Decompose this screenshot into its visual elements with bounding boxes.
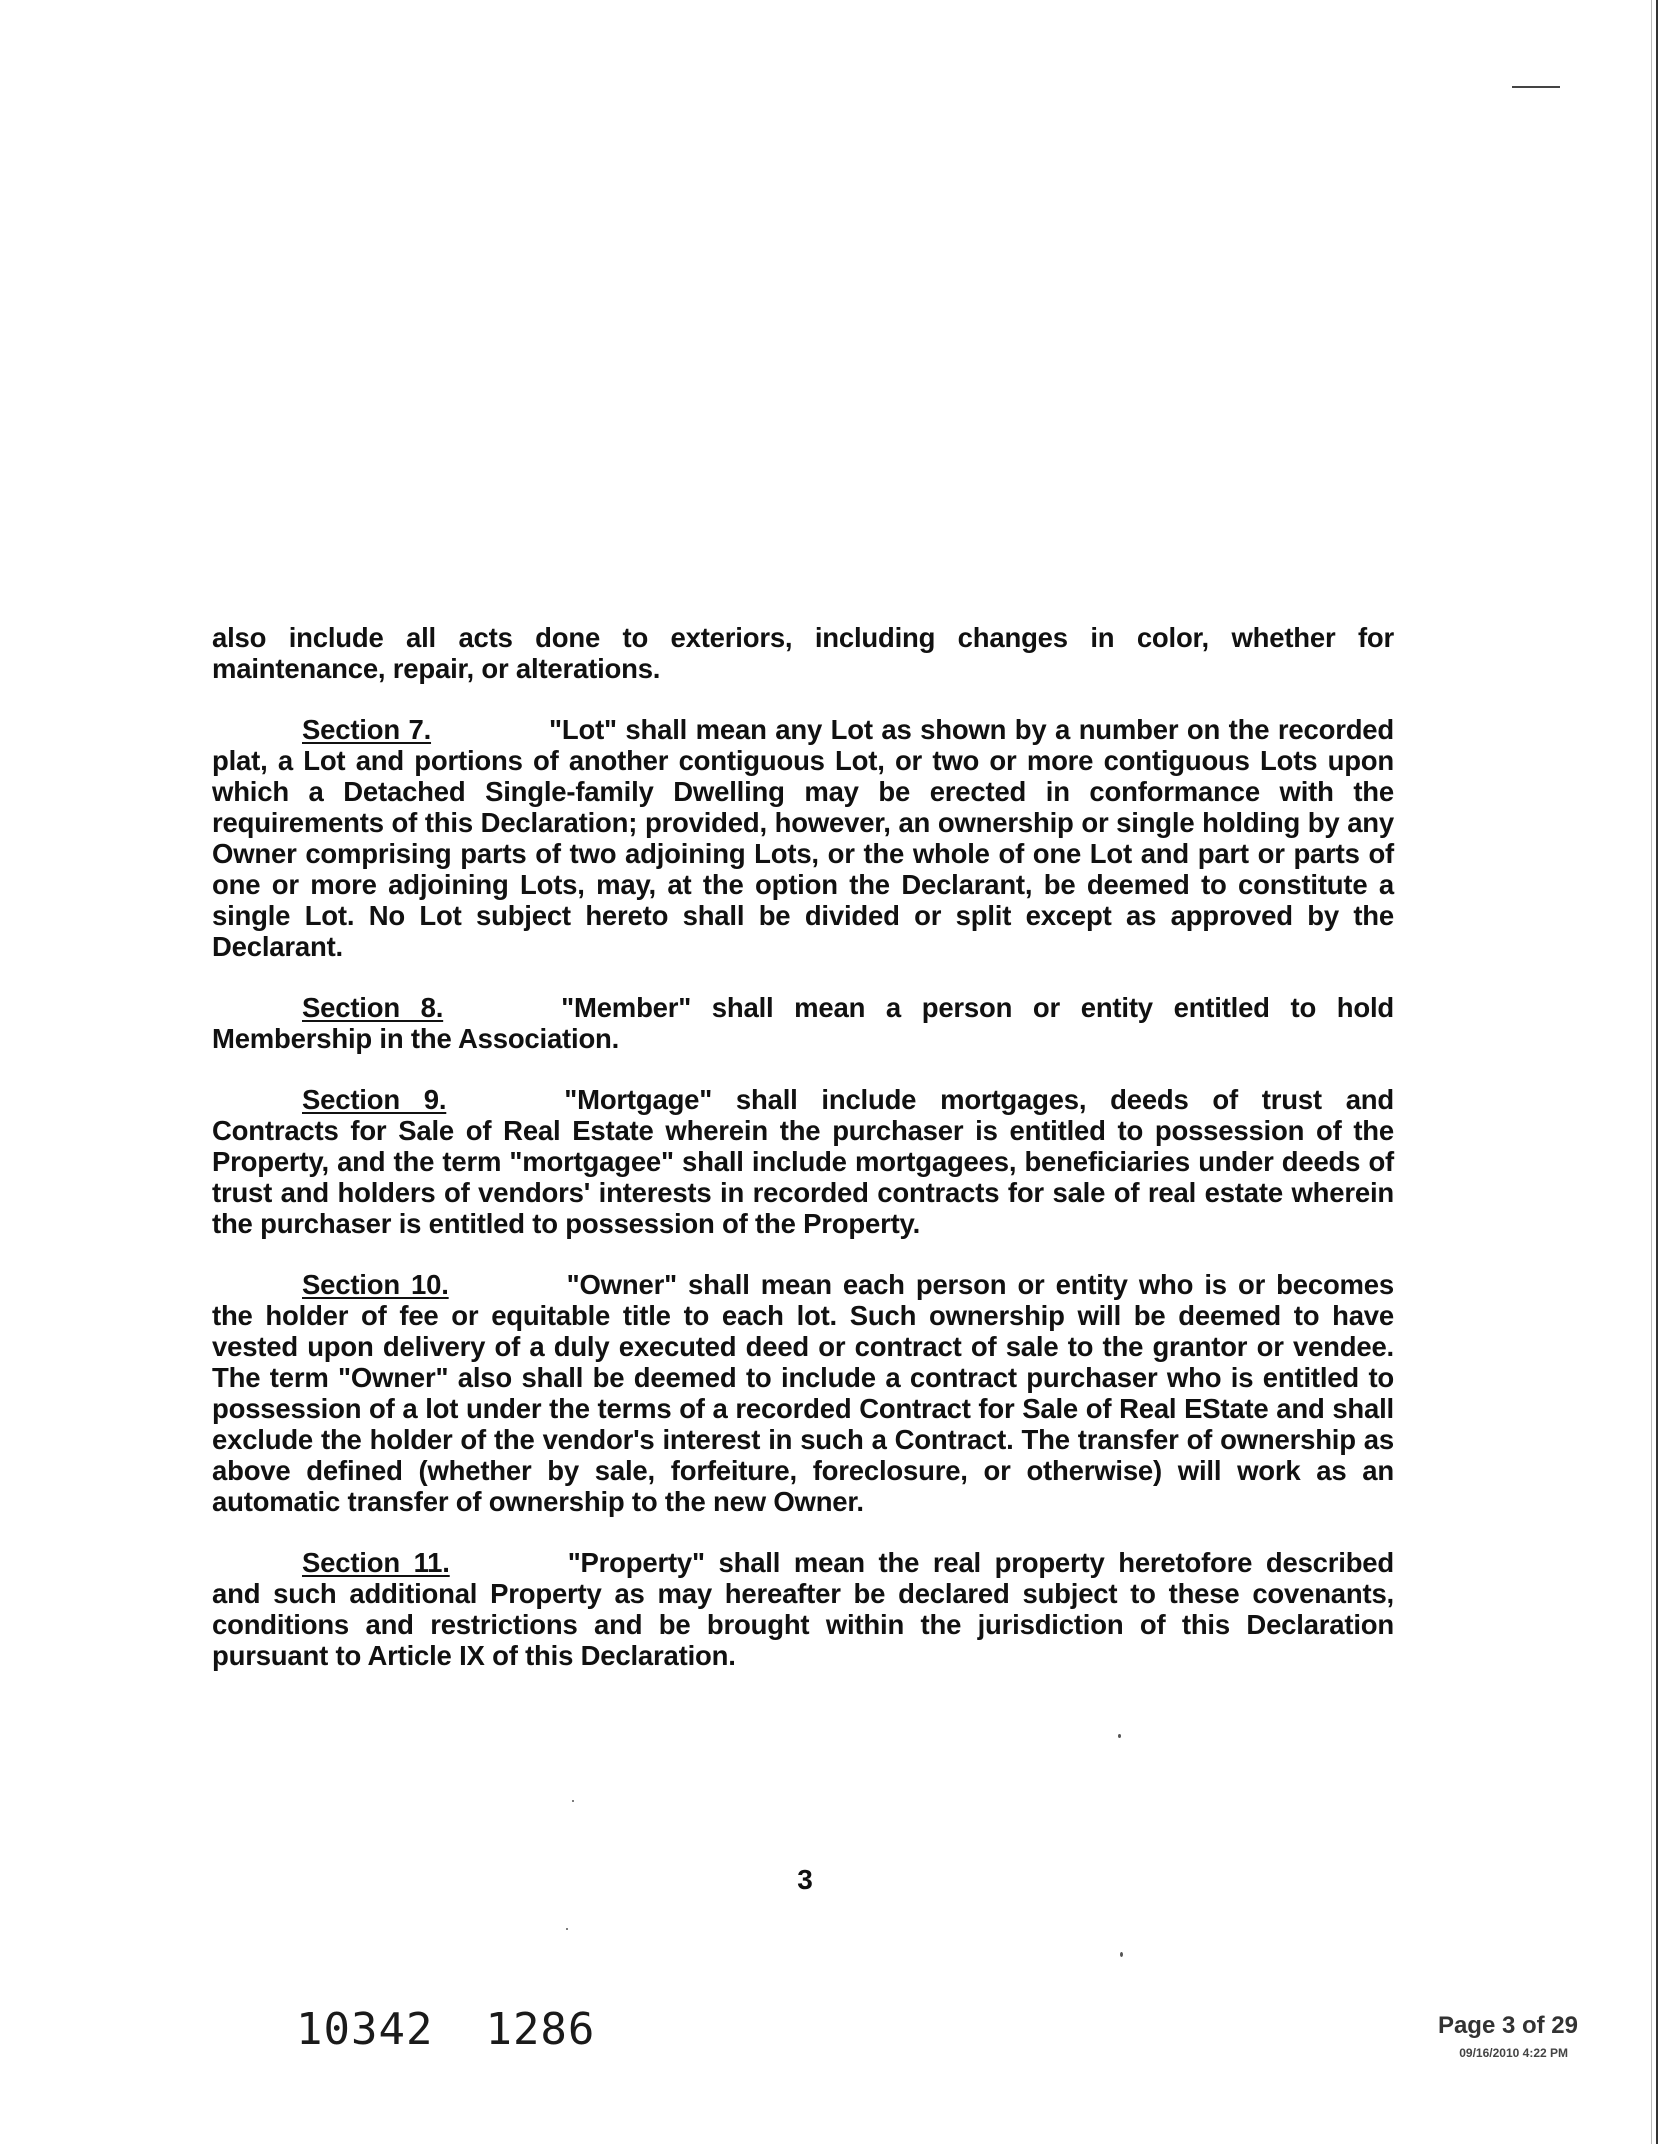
paragraph-section-10 <box>212 1269 1394 1517</box>
book-page-number: 1286 <box>485 2004 596 2055</box>
paragraph-text: "Owner" shall mean each person or entity who is or becomes the holder of fee or equitable title to each lot. Such ownership will be deemed to have vested upon delivery of a duly executed deed or contract of sale to the grantor or vendee. The term "Owner" also shall be deemed to include a contract purchaser who is entitled to possession of a lot under the terms of a recorded Contract for Sale of Real EState and shall exclude the holder of the vendor's interest in such a Contract. The transfer of ownership as above defined (whether by sale, forfeiture, foreclosure, or otherwise) will work as an automatic transfer of ownership to the new Owner. <box>212 1269 1394 1517</box>
page-number: 3 <box>797 1864 813 1895</box>
body-text <box>212 622 1394 1701</box>
paragraph-text: "Mortgage" shall include mortgages, deeds of trust and Contracts for Sale of Real Estate wherein the purchaser is entitled to possession of the Property, and the term "mortgagee" shall include mortgagees, beneficiaries under deeds of trust and holders of vendors' interests in recorded contracts for sale of real estate wherein the purchaser is entitled to possession of the Property. <box>212 1084 1394 1239</box>
section-label: Section 10. <box>302 1269 449 1300</box>
print-timestamp: 09/16/2010 4:22 PM <box>1459 2046 1568 2060</box>
scan-edge-line-faint <box>1651 0 1652 2144</box>
section-label: Section 11. <box>302 1547 450 1578</box>
book-number: 10342 <box>296 2004 434 2055</box>
scan-speck <box>1120 1952 1123 1957</box>
scan-edge-line <box>1656 0 1658 2144</box>
paragraph-section-8 <box>212 992 1394 1054</box>
section-label: Section 9. <box>302 1084 447 1115</box>
scan-speck <box>1118 1734 1121 1738</box>
paragraph-section-9 <box>212 1084 1394 1239</box>
paragraph-section-11 <box>212 1547 1394 1671</box>
paragraph-text: "Property" shall mean the real property heretofore described and such additional Property as may hereafter be declared subject to these covenants, conditions and restrictions and be brought within the jurisdiction of this Declaration pursuant to Article IX of this Declaration. <box>212 1547 1394 1671</box>
paragraph-continuation <box>212 622 1394 684</box>
paragraph-text: "Lot" shall mean any Lot as shown by a number on the recorded plat, a Lot and portions of another contiguous Lot, or two or more contiguous Lots upon which a Detached Single-family Dwelling may be erected in conformance with the requirements of this Declaration; provided, however, an ownership or single holding by any Owner comprising parts of two adjoining Lots, or the whole of one Lot and part or parts of one or more adjoining Lots, may, at the option the Declarant, be deemed to constitute a single Lot. No Lot subject hereto shall be divided or split except as approved by the Declarant. <box>212 714 1394 962</box>
paragraph-text: also include all acts done to exteriors, including changes in color, whether for maintenance, repair, or alterations. <box>212 622 1394 684</box>
scan-speck <box>572 1800 574 1802</box>
paragraph-section-7 <box>212 714 1394 962</box>
scan-speck <box>566 1928 568 1930</box>
book-page-reference <box>296 2004 595 2055</box>
paragraph-text: "Member" shall mean a person or entity entitled to hold Membership in the Association. <box>212 992 1394 1054</box>
page-counter: Page 3 of 29 <box>1437 2012 1578 2039</box>
section-label: Section 8. <box>302 992 444 1023</box>
scan-mark <box>1512 86 1560 88</box>
section-label: Section 7. <box>302 714 432 745</box>
